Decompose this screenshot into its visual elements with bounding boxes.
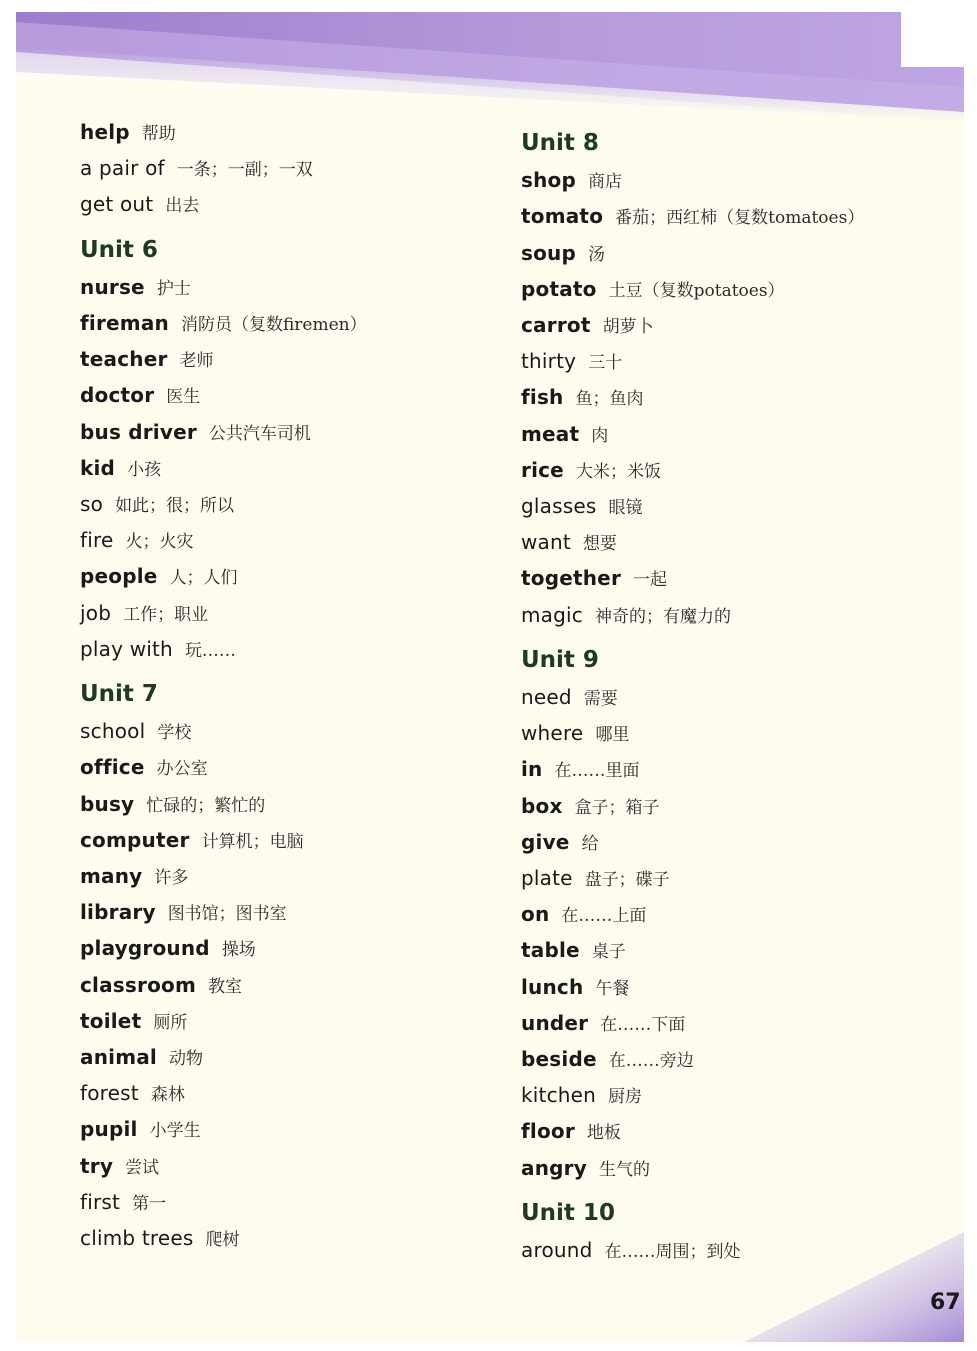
- vocab-entry: [80, 1045, 203, 1071]
- vocab-word: busy: [80, 791, 135, 816]
- bottom-decorative-band: [744, 1232, 964, 1342]
- vocab-translation: 办公室: [156, 759, 208, 780]
- vocab-translation: 盘子；碟子: [584, 870, 670, 890]
- unit-heading-unit-6: Unit 6: [80, 236, 158, 263]
- vocab-entry: [80, 1190, 166, 1216]
- vocab-word: many: [80, 864, 143, 888]
- vocab-translation: 一条；一副；一双: [176, 160, 313, 181]
- vocab-entry: [521, 313, 654, 339]
- vocab-translation: 尝试: [125, 1157, 160, 1178]
- vocab-entry: [521, 721, 629, 747]
- vocab-word: on: [521, 902, 550, 927]
- vocab-translation: 厨房: [608, 1087, 643, 1108]
- vocab-word: box: [521, 793, 563, 818]
- vocab-word: rice: [521, 457, 564, 482]
- vocab-translation: 需要: [583, 689, 618, 709]
- vocab-translation: 给: [581, 833, 599, 854]
- vocab-entry: [80, 1081, 185, 1107]
- vocab-word: first: [80, 1189, 121, 1214]
- vocab-entry: [80, 719, 191, 745]
- vocab-translation: 哪里: [595, 725, 630, 746]
- vocab-entry: [521, 168, 622, 194]
- vocab-entry: [80, 528, 194, 554]
- vocab-translation: 一起: [633, 570, 668, 591]
- vocab-entry: [80, 1154, 159, 1180]
- vocab-word: where: [521, 721, 584, 746]
- vocab-entry: [521, 794, 660, 820]
- vocab-entry: [521, 1156, 650, 1182]
- vocab-translation: 在……旁边: [608, 1051, 694, 1071]
- vocab-entry: [80, 900, 287, 926]
- vocab-word: library: [80, 900, 156, 925]
- vocab-word: around: [521, 1238, 593, 1262]
- vocab-entry: [521, 830, 599, 856]
- vocab-translation: 厕所: [153, 1012, 188, 1033]
- vocab-word: angry: [521, 1155, 587, 1180]
- vocab-entry: [521, 1083, 642, 1109]
- vocab-word: classroom: [80, 972, 196, 997]
- vocab-word: beside: [521, 1047, 597, 1071]
- vocab-word: need: [521, 685, 572, 709]
- vocab-entry: [80, 601, 208, 627]
- vocab-word: plate: [521, 866, 573, 890]
- vocab-translation: 番茄；西红柿（复数tomatoes）: [615, 208, 865, 229]
- vocab-word: fire: [80, 528, 114, 553]
- vocab-word: try: [80, 1153, 114, 1178]
- vocab-translation: 在……里面: [554, 761, 640, 782]
- vocab-translation: 在……上面: [561, 906, 647, 927]
- vocab-word: magic: [521, 602, 583, 627]
- vocab-translation: 想要: [582, 534, 617, 555]
- vocab-entry: [80, 936, 256, 962]
- vocab-entry: [80, 383, 200, 409]
- vocab-entry: [521, 938, 626, 964]
- vocab-translation: 人；人们: [169, 568, 238, 589]
- vocabulary-page: [16, 12, 964, 1342]
- vocab-translation: 操场: [221, 940, 256, 961]
- vocab-translation: 在……下面: [600, 1014, 686, 1035]
- vocab-translation: 森林: [150, 1085, 185, 1106]
- page-number: 67: [930, 1290, 961, 1315]
- vocab-entry: [521, 277, 785, 303]
- vocab-entry: [521, 1011, 685, 1037]
- vocab-translation: 医生: [166, 387, 201, 408]
- vocab-translation: 在……周围；到处: [604, 1242, 741, 1262]
- vocab-word: lunch: [521, 974, 584, 999]
- vocab-word: glasses: [521, 494, 597, 518]
- vocab-translation: 商店: [588, 172, 622, 193]
- vocab-translation: 公共汽车司机: [208, 423, 311, 444]
- vocab-entry: [80, 420, 311, 446]
- vocab-entry: [521, 566, 667, 592]
- vocab-entry: [521, 902, 646, 928]
- vocab-entry: [80, 192, 199, 218]
- vocab-word: soup: [521, 240, 576, 265]
- vocab-word: fish: [521, 385, 564, 410]
- vocab-translation: 工作；职业: [123, 604, 209, 625]
- vocab-translation: 午餐: [595, 978, 630, 999]
- vocab-word: climb trees: [80, 1226, 194, 1250]
- vocab-word: get out: [80, 192, 154, 217]
- unit-heading-unit-9: Unit 9: [521, 646, 599, 673]
- vocab-word: carrot: [521, 313, 591, 337]
- vocab-entry: [521, 385, 644, 411]
- vocab-translation: 神奇的；有魔力的: [595, 606, 731, 627]
- vocab-translation: 桌子: [591, 942, 626, 963]
- vocab-translation: 汤: [588, 244, 605, 265]
- vocab-translation: 大米；米饭: [575, 461, 661, 482]
- vocab-word: potato: [521, 276, 597, 301]
- vocab-translation: 消防员（复数firemen）: [180, 315, 367, 335]
- vocab-word: job: [80, 600, 112, 625]
- vocab-translation: 玩……: [184, 640, 236, 661]
- vocab-translation: 第一: [132, 1193, 167, 1214]
- vocab-entry: [521, 685, 618, 711]
- vocab-word: computer: [80, 827, 190, 852]
- vocab-entry: [80, 1009, 187, 1035]
- vocab-entry: [521, 241, 605, 267]
- vocab-translation: 护士: [156, 278, 191, 299]
- vocab-entry: [80, 1226, 240, 1252]
- vocab-translation: 火；火灾: [125, 532, 194, 553]
- vocab-word: together: [521, 566, 622, 591]
- vocab-word: doctor: [80, 383, 155, 408]
- vocab-entry: [521, 603, 731, 629]
- vocab-entry: [80, 973, 242, 999]
- vocab-word: floor: [521, 1119, 575, 1144]
- vocab-entry: [521, 975, 629, 1001]
- vocab-word: fireman: [80, 311, 169, 335]
- vocab-word: shop: [521, 168, 576, 193]
- vocab-translation: 如此；很；所以: [115, 496, 235, 516]
- vocab-translation: 出去: [165, 196, 200, 217]
- vocab-word: under: [521, 1010, 589, 1035]
- vocab-translation: 图书馆；图书室: [167, 904, 287, 925]
- vocab-translation: 爬树: [205, 1230, 240, 1250]
- vocab-word: give: [521, 829, 570, 854]
- vocab-word: bus driver: [80, 419, 197, 444]
- vocab-entry: [80, 347, 214, 373]
- vocab-word: so: [80, 492, 104, 516]
- vocab-word: kitchen: [521, 1083, 597, 1108]
- vocab-entry: [521, 530, 617, 556]
- vocab-entry: [80, 311, 367, 337]
- vocab-translation: 计算机；电脑: [201, 831, 304, 852]
- vocab-entry: [80, 156, 313, 182]
- vocab-entry: [80, 828, 304, 854]
- vocab-entry: [521, 1119, 621, 1145]
- vocab-entry: [521, 349, 622, 375]
- vocab-translation: 生气的: [598, 1159, 650, 1180]
- vocab-word: pupil: [80, 1117, 138, 1142]
- vocab-translation: 三十: [588, 353, 623, 374]
- vocab-entry: [80, 637, 236, 663]
- vocab-translation: 小孩: [127, 459, 162, 480]
- vocab-word: want: [521, 530, 571, 555]
- vocab-translation: 动物: [168, 1049, 203, 1069]
- vocab-translation: 帮助: [141, 124, 176, 144]
- unit-heading-unit-8: Unit 8: [521, 130, 599, 156]
- unit-heading-unit-7: Unit 7: [80, 681, 158, 707]
- vocab-entry: [80, 792, 265, 818]
- vocab-translation: 小学生: [149, 1121, 201, 1142]
- vocab-word: thirty: [521, 349, 577, 374]
- vocab-translation: 盒子；箱子: [574, 797, 660, 818]
- vocab-entry: [521, 1047, 694, 1073]
- vocab-word: table: [521, 938, 580, 963]
- vocab-word: playground: [80, 936, 210, 961]
- vocab-entry: [521, 1238, 741, 1264]
- vocab-word: help: [80, 120, 130, 144]
- vocab-entry: [80, 492, 234, 518]
- vocab-entry: [80, 456, 161, 482]
- vocab-word: tomato: [521, 204, 604, 229]
- vocab-translation: 教室: [208, 976, 242, 997]
- vocab-entry: [80, 564, 238, 590]
- vocab-word: people: [80, 564, 158, 589]
- vocab-word: kid: [80, 455, 116, 480]
- vocab-translation: 眼镜: [608, 498, 643, 518]
- vocab-entry: [521, 204, 864, 230]
- vocab-translation: 忙碌的；繁忙的: [146, 795, 266, 816]
- vocab-translation: 老师: [179, 351, 214, 372]
- vocab-entry: [521, 422, 608, 448]
- vocab-word: forest: [80, 1081, 139, 1106]
- vocab-entry: [521, 866, 670, 892]
- vocab-translation: 许多: [154, 868, 189, 888]
- top-decorative-band: [16, 12, 964, 122]
- vocab-entry: [521, 494, 642, 520]
- vocab-word: teacher: [80, 347, 168, 372]
- vocab-word: nurse: [80, 274, 145, 299]
- vocab-word: office: [80, 755, 145, 780]
- vocab-word: play with: [80, 636, 173, 661]
- vocab-entry: [80, 864, 188, 890]
- vocab-translation: 土豆（复数potatoes）: [608, 280, 785, 301]
- vocab-translation: 学校: [157, 723, 192, 744]
- vocab-translation: 鱼；鱼肉: [575, 389, 644, 410]
- vocab-word: meat: [521, 421, 580, 446]
- vocab-word: a pair of: [80, 156, 165, 181]
- vocab-translation: 胡萝卜: [602, 317, 654, 337]
- vocab-entry: [80, 275, 191, 301]
- vocab-entry: [80, 755, 208, 781]
- vocab-entry: [521, 757, 640, 783]
- vocab-translation: 肉: [591, 425, 609, 446]
- vocab-entry: [80, 1117, 201, 1143]
- vocab-word: in: [521, 757, 543, 782]
- vocab-word: toilet: [80, 1008, 142, 1033]
- vocab-entry: [521, 458, 661, 484]
- vocab-word: school: [80, 719, 146, 744]
- vocab-translation: 地板: [586, 1123, 621, 1144]
- unit-heading-unit-10: Unit 10: [521, 1199, 615, 1226]
- vocab-entry: [80, 120, 176, 146]
- vocab-word: animal: [80, 1045, 157, 1069]
